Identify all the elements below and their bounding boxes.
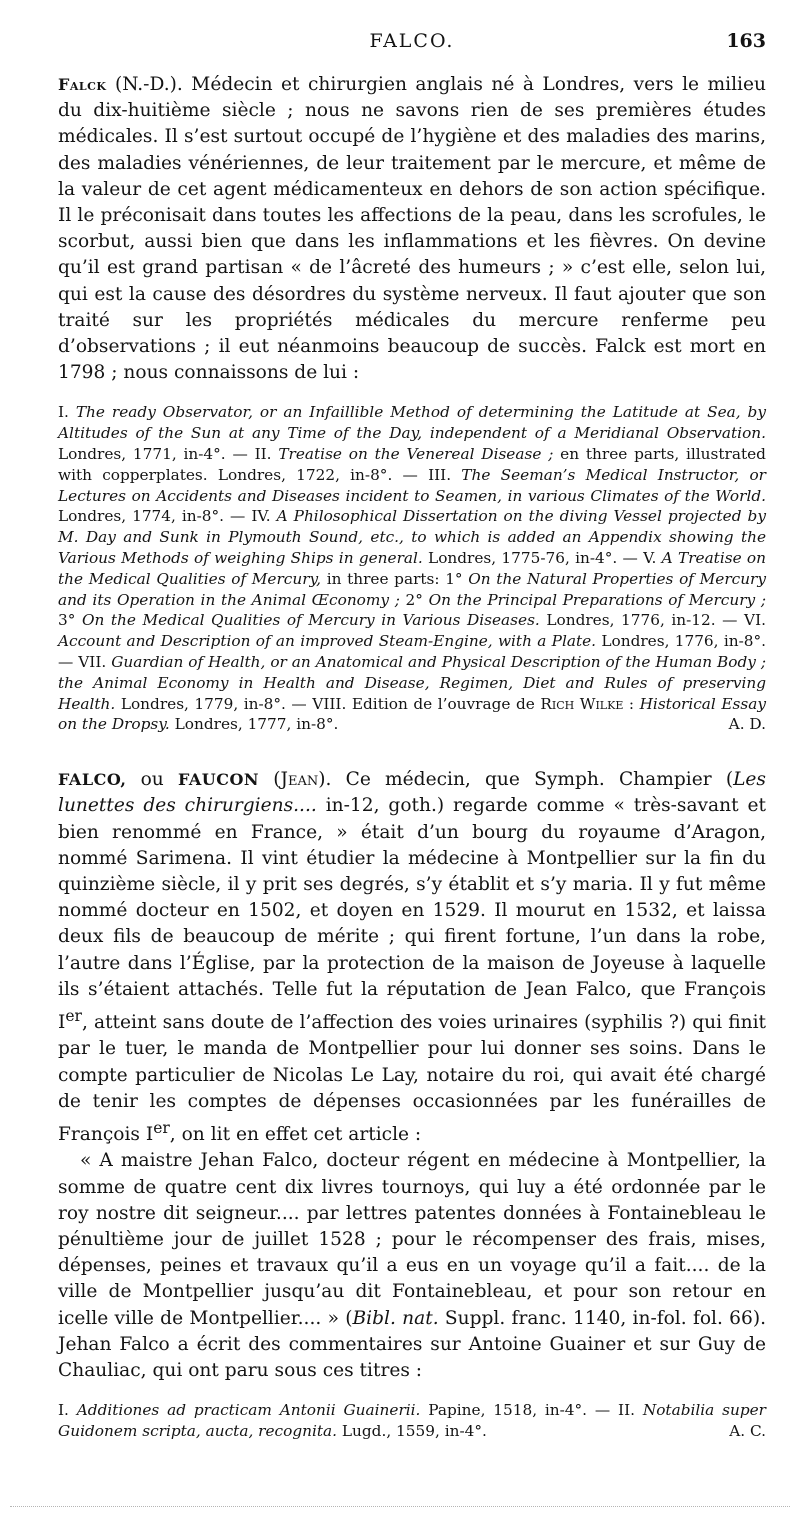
author-signature: A. D. [728,715,766,734]
bib2-n-1: I. [58,1401,69,1420]
bib2-imprint-2: Lugd., 1559, in-4°. [341,1422,487,1441]
bib-imprint-5: 2° [405,590,429,609]
entry-separator [58,735,766,767]
bib-imprint-1: en three parts, illustrated with copperplates. Londres, 1722, in-8°. — [58,445,766,484]
bib2-n-2: II. [618,1401,635,1420]
bib-imprint-0: Londres, 1771, in-4°. — [58,445,255,464]
entry-text-a: Ce médecin, que Symph. Champier ( [345,769,734,791]
bib-n-9: VII. [78,653,107,671]
entry-quotation [58,1148,766,1384]
entry-text-b: in-12, goth.) regarde comme « très-savant et bien renommé en France, » était d’un bourg du royaume d’Aragon, nommé Sarimena. Il vint étudier la médecine à Montpellier sur la fin du quinzième siècle, il y prit ses degrés, s’y établit et s’y maria. Il y fut même nommé docteur en 1502, et doyen en 1529. Il mourut en 1532, et laissa deux fils de beaucoup de mérite ; qui firent fortune, l’un dans la robe, l’autre dans l’Église, par la protection de la maison de Joyeuse à laquelle ils s’étaient attachés. Telle fut la réputation de Jean Falco, que François I [58,795,766,1034]
bib-n-1: II. [254,445,272,464]
bib-n-3: IV. [251,507,271,526]
bib-imprint-7: Londres, 1776, in-12. — [546,611,745,630]
entry-headword: FALCO, [58,770,127,790]
entry-conjunction: ou [140,769,164,791]
quote-text-a: « A maistre Jehan Falco, docteur régent en médecine à Montpellier, la somme de quatre cent dix livres tournoys, qui luy a été ordonnée par le roy nostre dit seigneur.... par lettres patentes données à Fontainebleau le pénultième jour de juillet 1528 ; pour le récompenser des frais, mises, dépenses, peines et travaux qu’il a eus en un voyage qu’il a fait.... de la ville de Montpellier jusqu’au dit Fontainebleau, et pour son retour en icelle ville de Montpellier.... » ( [58,1150,766,1329]
entry-text-c: , atteint sans doute de l’affection des voies urinaires (syphilis ?) qui finit par le tuer, le manda de Montpellier pour lui donner ses soins. Dans le compte particulier de Nicolas Le Lay, notaire du roi, qui avait été chargé de tenir les comptes de dépenses occasionnées par les funérailles de François I [58,1012,766,1146]
bib-title-3: A Philosophical Dissertation on the diving Vessel projected by M. Day and Sunk in Plymouth Sound, etc., to which is added an Appendix showing the Various Methods of weighing Ships in general. [58,507,766,568]
entry-cited-title: Les lunettes des chirurgiens.... [58,769,766,817]
page-number: 163 [726,30,766,52]
bib-imprint-8: Londres, 1776, in-8°. — [58,632,766,671]
quote-text-b: Suppl. franc. 1140, in-fol. fol. 66). Jehan Falco a écrit des commentaires sur Antoine Guainer et sur Guy de Chauliac, qui ont paru sous ces titres : [58,1307,766,1382]
bib2-imprint-1: Papine, 1518, in-4°. — [428,1401,619,1420]
bib-title-6: On the Principal Preparations of Mercury ; [428,590,766,609]
bib-imprint-3: Londres, 1775-76, in-4°. — [428,549,644,568]
bib-n-8: VI. [744,611,766,630]
entry-headword-variant: FAUCON [177,770,260,790]
entry-headword: Falck [58,75,107,94]
entry-falco-body [58,767,766,1148]
bib-author: Rich Wilke [540,694,624,713]
bib-imprint-6: 3° [58,611,82,630]
bibliography-falco [58,1400,766,1442]
bibliography-falck: I. The ready Observator, or an Infaillible Method of determining the Latitude at Sea, by Altitudes of the Sun at any Time of the Day, independent of a Meridianal Observation. Londres, 1771, in-4°. — II. Treatise on the Venereal Disease ; en three parts, illustrated with copperplates. Londres, 1722, in-8°. — III. The Seeman’s Medical Instructor, or Lectures on Accidents and Diseases incident to Seamen, in various Climates of the World. Londres, 1774, in-8°. — IV. A Philosophical Dissertation on the diving Vessel projected by M. Day and Sunk in Plymouth Sound, etc., to which is added an Appendix showing the Various Methods of weighing Ships in general. Londres, 1775-76, in-4°. — V. A Treatise on the Medical Qualities of Mercury, in three parts: 1° On the Natural Properties of Mercury and its Operation in the Animal Œconomy ; 2° On the Principal Preparations of Mercury ; 3° On the Medical Qualities of Mercury in Various Diseases. Londres, 1776, in-12. — VI. Account and Description of an improved Steam-Engine, with a Plate. Londres, 1776, in-8°. — VII. Guardian of Health, or an Anatomical and Physical Description of the Human Body ; the Animal Economy in Health and Disease, Regimen, Diet and Rules of preserving Health. Londres, 1779, in-8°. — VIII. Edition de l’ouvrage de Rich Wilke : Historical Essay on the Dropsy. Londres, 1777, in-8°. A. D. [58,403,766,734]
bib-title-7: On the Medical Qualities of Mercury in Various Diseases. [81,611,540,630]
running-head [58,30,766,58]
entry-text-d: , on lit en effet cet article : [169,1124,422,1146]
author-signature: A. C. [729,1422,766,1441]
bib-n-0: I. [58,403,69,422]
entry-text: Médecin et chirurgien anglais né à Londres, vers le milieu du dix-huitième siècle ; nous ne savons rien de ses premières études médicales. Il s’est surtout occupé de l’hygiène et des maladies des marins, des maladies vénériennes, de leur traitement par le mercure, et même de la valeur de cet agent médicamenteux en dehors de son action spécifique. Il le préconisait dans toutes les affections de la peau, dans les scrofules, le scorbut, aussi bien que dans les inflammations et les fièvres. On devine qu’il est grand partisan « de l’âcreté des humeurs ; » c’est elle, selon lui, qui est la cause des désordres du système nerveux. Il faut ajouter que son traité sur les propriétés médicales du mercure renferme peu d’observations ; il eut néanmoins beaucoup de succès. Falck est mort en 1798 ; nous connaissons de lui : [58,74,766,384]
bib-imprint-9: Londres, 1779, in-8°. — [120,694,313,713]
entry-falck-body [58,72,766,386]
entry-forename: (Jean). [273,769,332,791]
running-title: FALCO. [369,30,455,52]
bib2-title-2: Notabilia super Guidonem scripta, aucta, recognita. [58,1401,766,1441]
bib-n-2: III. [428,465,452,484]
bib-title-2: The Seeman’s Medical Instructor, or Lectures on Accidents and Diseases incident to Seamen, in various Climates of the World. [58,465,766,505]
entry-superscript-2: er [153,1119,170,1138]
bib-last-imprint: Londres, 1777, in-8°. [174,715,339,734]
bib-n-4: V. [643,549,657,568]
quote-source: Bibl. nat. [352,1307,439,1329]
bottom-rule [10,1506,790,1507]
bib-imprint-10: Edition de l’ouvrage de [351,694,541,713]
bib-imprint-4: in three parts: 1° [326,569,469,588]
bib-title-0: The ready Observator, or an Infaillible Method of determining the Latitude at Sea, by Altitudes of the Sun at any Time of the Day, independent of a Meridianal Observation. [58,403,766,443]
bib-title-8: Account and Description of an improved Steam-Engine, with a Plate. [58,632,597,651]
bib-title-9: Guardian of Health, or an Anatomical and Physical Description of the Human Body ; the Animal Economy in Health and Disease, Regimen, Diet and Rules of preserving Health. [58,653,766,713]
entry-initials: (N.-D.). [114,74,183,95]
bib-title-5: On the Natural Properties of Mercury and its Operation in the Animal Œconomy ; [58,569,766,609]
bib-imprint-2: Londres, 1774, in-8°. — [58,507,252,526]
bib2-title-1: Additiones ad practicam Antonii Guainerii. [76,1401,421,1420]
entry-superscript: er [65,1007,82,1026]
bib-last-title: Historical Essay on the Dropsy. [58,694,766,734]
bib-n-10: VIII. [312,694,347,713]
bib-title-4: A Treatise on the Medical Qualities of Mercury, [58,549,766,588]
bib-title-1: Treatise on the Venereal Disease ; [278,445,554,464]
